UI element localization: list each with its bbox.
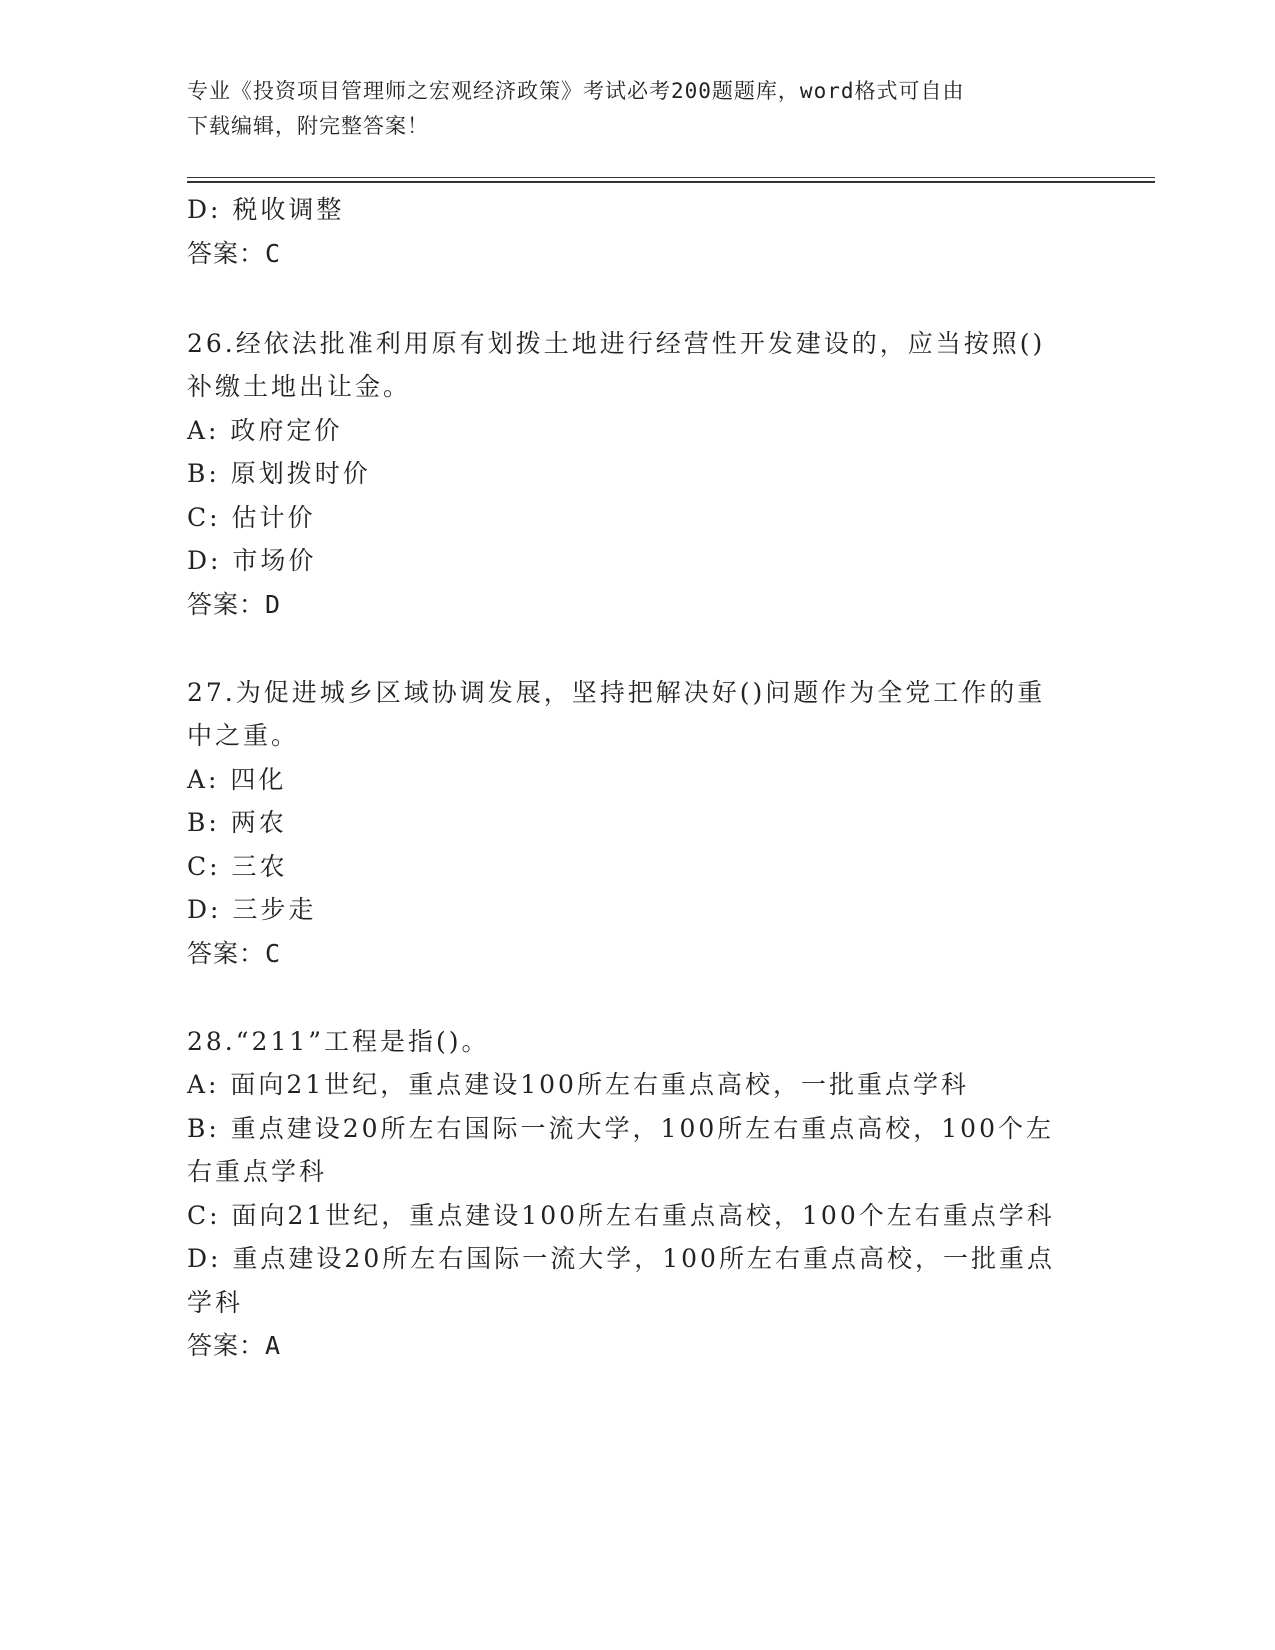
q27-answer: [187, 931, 1087, 976]
answer-label: 答案：: [187, 939, 266, 968]
header-line-1: 专业《投资项目管理师之宏观经济政策》考试必考200题题库，word格式可自由: [187, 79, 965, 103]
q26-option-b: B: 原划拨时价: [187, 459, 371, 488]
q28-answer: [187, 1323, 1087, 1368]
answer-value: C: [265, 939, 282, 968]
q26-stem-line-1: 26.经依法批准利用原有划拨土地进行经营性开发建设的，应当按照(): [187, 329, 1046, 358]
answer-value: C: [265, 239, 282, 268]
q27-option-a: A: 四化: [187, 765, 287, 794]
q26-option-d: D: 市场价: [187, 546, 317, 575]
page-header: [187, 74, 1067, 144]
q28-option-b-line-2: 右重点学科: [187, 1157, 328, 1186]
q26-answer: [187, 582, 1087, 627]
q27-stem-line-1: 27.为促进城乡区域协调发展，坚持把解决好()问题作为全党工作的重: [187, 678, 1046, 707]
q28-option-d-line-1: D: 重点建设20所左右国际一流大学，100所左右重点高校，一批重点: [187, 1244, 1055, 1273]
header-divider-top: [187, 177, 1155, 178]
q28-option-c: C: 面向21世纪，重点建设100所左右重点高校，100个左右重点学科: [187, 1201, 1055, 1230]
q28-option-d-line-2: 学科: [187, 1288, 244, 1317]
q25-option-d: D: 税收调整: [187, 195, 345, 224]
q28-option-b-line-1: B: 重点建设20所左右国际一流大学，100所左右重点高校，100个左: [187, 1114, 1054, 1143]
q25-answer: [187, 231, 1087, 276]
answer-label: 答案：: [187, 590, 266, 619]
q28-stem: 28.“211”工程是指()。: [187, 1027, 490, 1056]
q27-option-c: C: 三农: [187, 852, 288, 881]
answer-value: A: [265, 1331, 282, 1360]
q26-option-c: C: 估计价: [187, 503, 316, 532]
q26-option-a: A: 政府定价: [187, 416, 343, 445]
header-line-2: 下载编辑，附完整答案！: [187, 114, 429, 138]
q27-option-b: B: 两农: [187, 808, 287, 837]
answer-label: 答案：: [187, 1331, 266, 1360]
q27-option-d: D: 三步走: [187, 895, 317, 924]
q27-stem-line-2: 中之重。: [187, 721, 300, 750]
answer-value: D: [265, 590, 282, 619]
q28-option-a: A: 面向21世纪，重点建设100所左右重点高校，一批重点学科: [187, 1070, 969, 1099]
header-divider-bottom: [187, 181, 1155, 183]
answer-label: 答案：: [187, 239, 266, 268]
q26-stem-line-2: 补缴土地出让金。: [187, 372, 412, 401]
